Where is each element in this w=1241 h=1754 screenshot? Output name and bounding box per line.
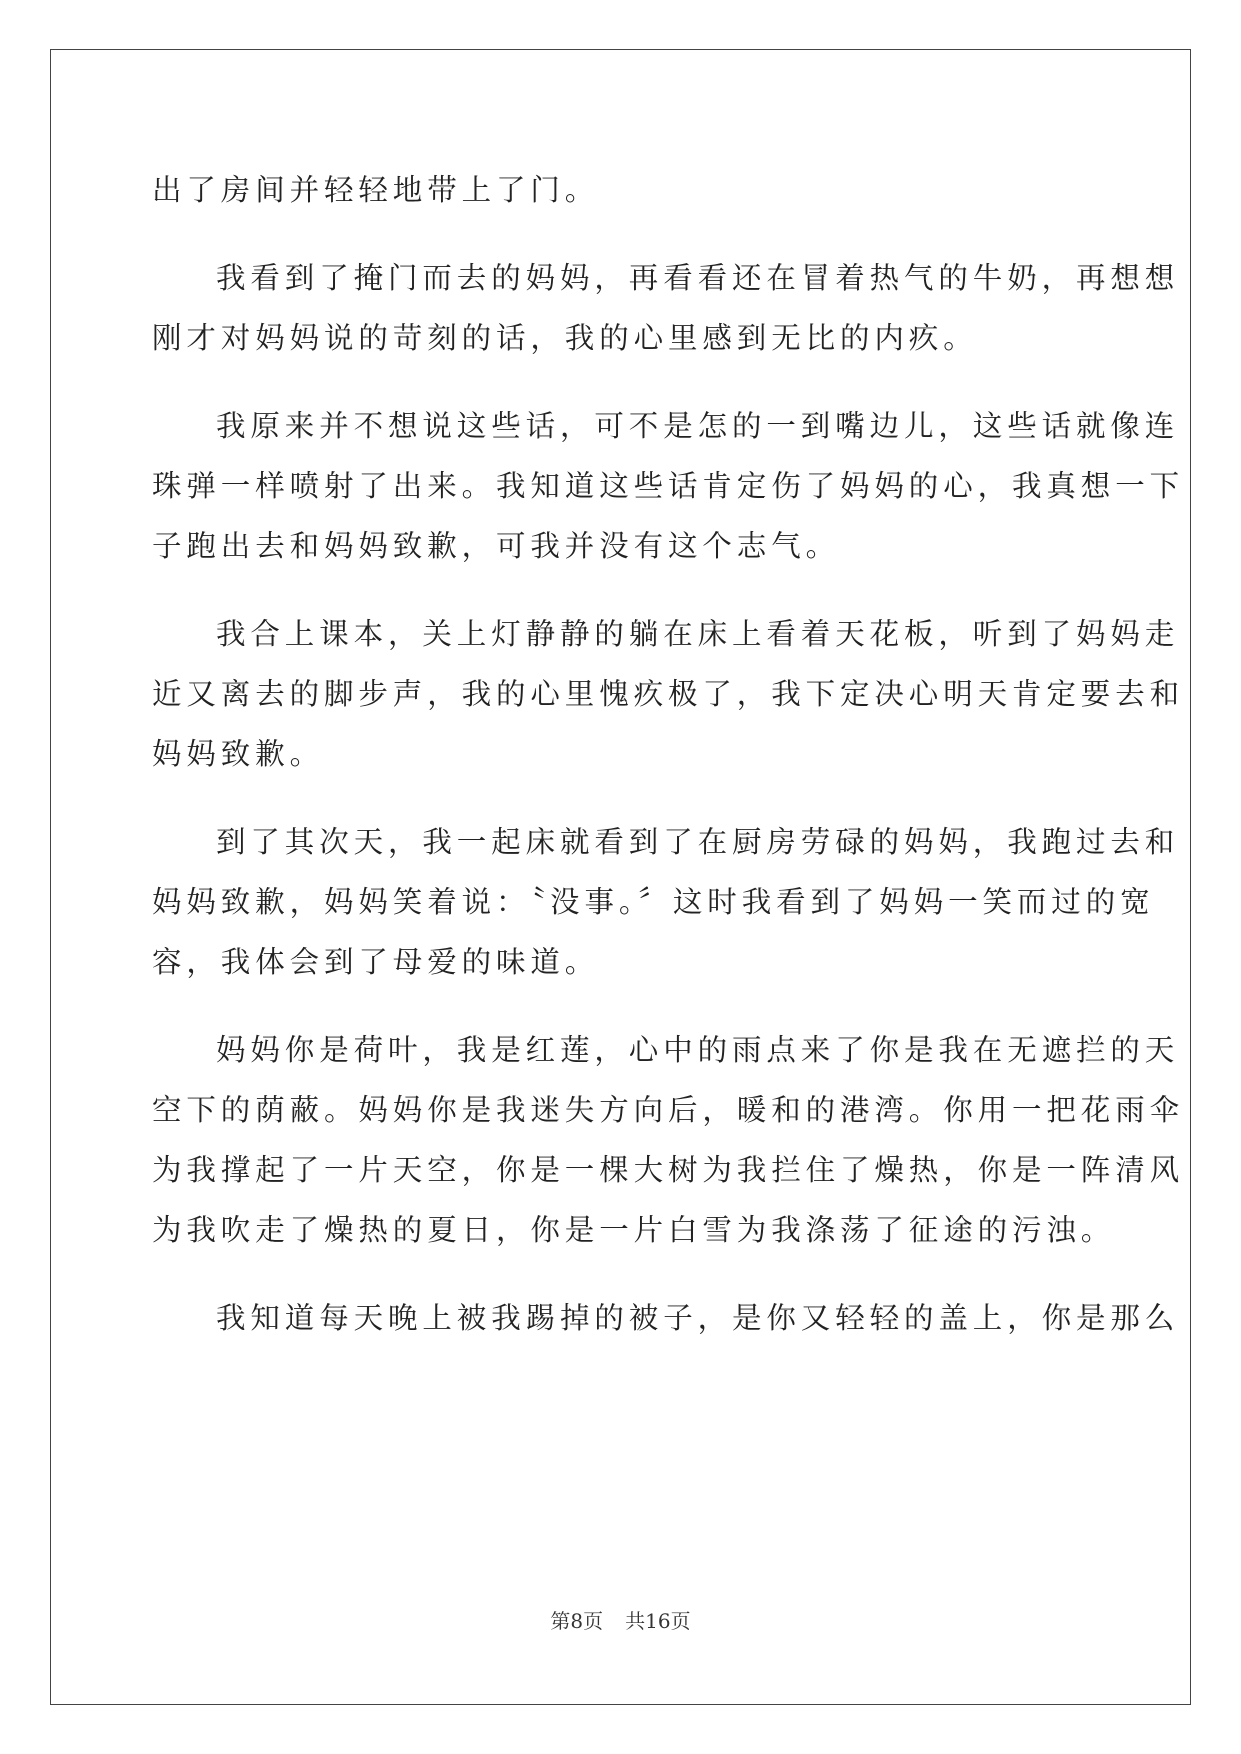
page-total: 共16页 [625, 1609, 691, 1633]
paragraph [152, 160, 1092, 220]
paragraph-gap [152, 1260, 1092, 1288]
paragraph-gap [152, 784, 1092, 812]
text-line: 妈妈致歉。 [152, 737, 325, 771]
paragraph [152, 1288, 1180, 1348]
text-line: 容，我体会到了母爱的味道。 [152, 945, 600, 979]
paragraph-gap [152, 576, 1092, 604]
text-line: 我看到了掩门而去的妈妈，再看看还在冒着热气的牛奶，再想想 [216, 261, 1180, 295]
text-line: 我合上课本，关上灯静静的躺在床上看着天花板，听到了妈妈走 [216, 617, 1180, 651]
paragraph-gap [152, 992, 1092, 1020]
text-line: 近又离去的脚步声，我的心里愧疚极了，我下定决心明天肯定要去和 [152, 677, 1185, 711]
paragraph [152, 396, 1185, 576]
text-line: 到了其次天，我一起床就看到了在厨房劳碌的妈妈，我跑过去和 [216, 825, 1180, 859]
text-line: 我知道每天晚上被我踢掉的被子，是你又轻轻的盖上，你是那么 [216, 1301, 1180, 1335]
paragraph [152, 248, 1180, 368]
text-line: 为我吹走了燥热的夏日，你是一片白雪为我涤荡了征途的污浊。 [152, 1213, 1116, 1247]
document-body [152, 160, 1185, 1348]
text-line: 为我撑起了一片天空，你是一棵大树为我拦住了燥热，你是一阵清风 [152, 1153, 1185, 1187]
text-line: 出了房间并轻轻地带上了门。 [152, 173, 600, 207]
text-line: 刚才对妈妈说的苛刻的话，我的心里感到无比的内疚。 [152, 321, 978, 355]
paragraph [152, 812, 1180, 992]
text-line: 我原来并不想说这些话，可不是怎的一到嘴边儿，这些话就像连 [216, 409, 1180, 443]
text-line: 妈妈致歉，妈妈笑着说：〝没事。〞这时我看到了妈妈一笑而过的宽 [152, 885, 1155, 919]
page-number: 第8页 [550, 1609, 604, 1633]
paragraph-gap [152, 368, 1092, 396]
paragraph [152, 604, 1185, 784]
text-line: 子跑出去和妈妈致歉，可我并没有这个志气。 [152, 529, 841, 563]
text-line: 空下的荫蔽。妈妈你是我迷失方向后，暖和的港湾。你用一把花雨伞 [152, 1093, 1185, 1127]
text-line: 珠弹一样喷射了出来。我知道这些话肯定伤了妈妈的心，我真想一下 [152, 469, 1185, 503]
paragraph-gap [152, 220, 1092, 248]
paragraph [152, 1020, 1185, 1260]
text-line: 妈妈你是荷叶，我是红莲，心中的雨点来了你是我在无遮拦的天 [216, 1033, 1180, 1067]
page-footer [0, 1609, 1241, 1633]
